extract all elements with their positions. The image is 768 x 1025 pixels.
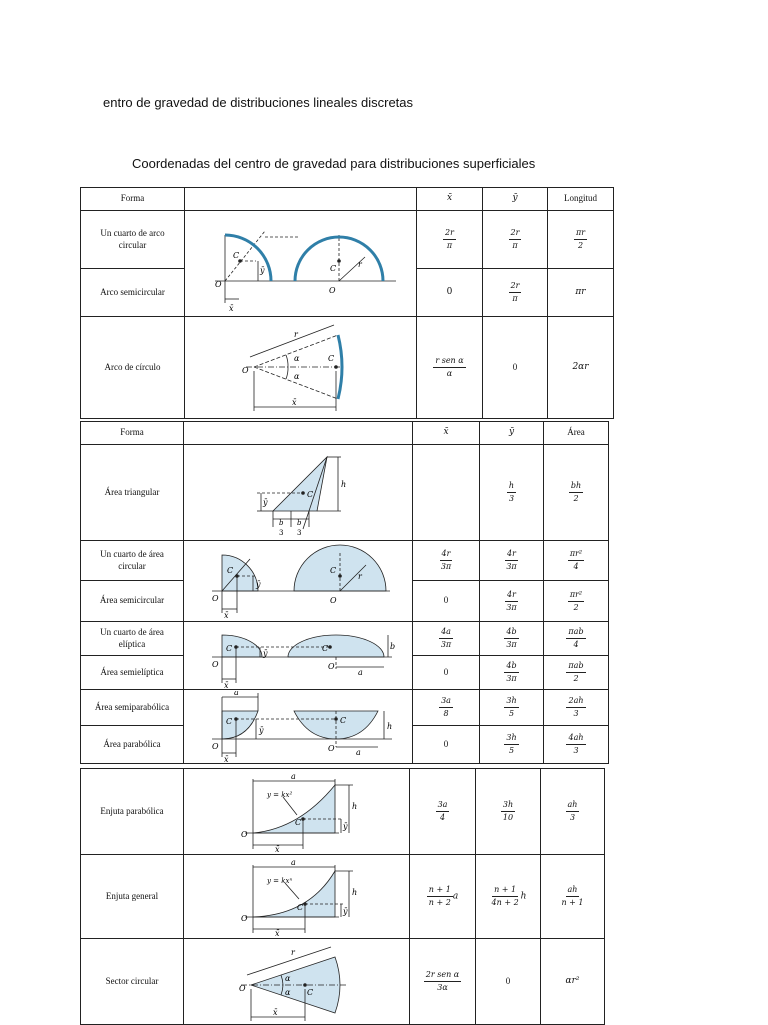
label-o-se: O — [328, 661, 335, 671]
label-a-sp: a — [234, 690, 239, 697]
label-a-gs: a — [290, 857, 296, 867]
parabolic-spandrel-figure — [227, 771, 367, 853]
header-shape: Forma — [81, 188, 185, 211]
triangle-figure-cell — [184, 445, 413, 541]
header-figure — [184, 422, 413, 445]
label-c2: C — [329, 263, 336, 273]
label-alpha3a: α — [293, 353, 299, 363]
lines-centroid-table — [80, 187, 614, 419]
semicircular-arc-xbar: 0 — [417, 269, 483, 317]
parabolic-areas-figure-cell — [184, 690, 413, 764]
label-ybar-gs: ȳ — [342, 906, 348, 916]
header-xbar: x̄ — [413, 422, 480, 445]
quarter-circle-ybar: $\frac{4r}{3\pi}$ — [480, 541, 544, 581]
label-c-gs: C — [296, 902, 303, 912]
label-o-gs: O — [240, 913, 248, 923]
row-quarter-arc-label: Un cuarto de arco circular — [81, 211, 185, 269]
general-spandrel-ybar: $\frac{n + 1}{4n + 2}$ h — [476, 855, 541, 939]
row-parabolic-label: Área parabólica — [81, 726, 184, 764]
circular-sector-area: αr² — [541, 939, 605, 1025]
label-o-sp: O — [212, 741, 219, 751]
label-ybar-ps: ȳ — [342, 821, 348, 831]
label-r-cs: r — [290, 947, 295, 957]
header-ybar: ȳ — [480, 422, 544, 445]
label-o-qc: O — [212, 594, 219, 603]
label-c3: C — [327, 353, 334, 363]
row-semiparabolic-label: Área semiparabólica — [81, 690, 184, 726]
label-3a: 3 — [279, 528, 284, 537]
quarter-ellipse-xbar: $\frac{4a}{3\pi}$ — [413, 622, 480, 656]
quarter-arc-ybar: $\frac{2r}{\pi}$ — [483, 211, 548, 269]
label-b3a: b — [279, 518, 284, 527]
row-semicircle-label: Área semicircular — [81, 581, 184, 622]
label-o3: O — [241, 365, 249, 375]
label-o1: O — [214, 279, 222, 289]
label-c-qc: C — [227, 566, 234, 575]
quarter-ellipse-ybar: $\frac{4b}{3\pi}$ — [480, 622, 544, 656]
circle-areas-figure-cell — [184, 541, 413, 622]
label-ybar-qc: ȳ — [256, 580, 261, 589]
spandrel-sector-table — [80, 768, 605, 1025]
label-o-ps: O — [240, 829, 248, 839]
label-xbar3: x̄ — [291, 397, 297, 407]
parabolic-spandrel-figure-cell — [184, 769, 410, 855]
label-xbar-gs: x̄ — [274, 928, 280, 937]
parabolic-spandrel-ybar: $\frac{3h}{10}$ — [476, 769, 541, 855]
general-spandrel-figure-cell — [184, 855, 410, 939]
row-circle-arc-label: Arco de círculo — [81, 317, 185, 419]
header-length: Longitud — [548, 188, 614, 211]
semicircular-arc-length: πr — [548, 269, 614, 317]
label-b3b: b — [297, 518, 302, 527]
semiellipse-ybar: $\frac{4b}{3\pi}$ — [480, 656, 544, 690]
row-semiellipse-label: Área semielíptica — [81, 656, 184, 690]
label-alpha-cs2: α — [284, 987, 290, 997]
discrete-distributions-heading: entro de gravedad de distribuciones lineales discretas — [103, 95, 414, 110]
semiellipse-area: $\frac{\text{πab}}{2}$ — [544, 656, 609, 690]
quarter-ellipse-area: $\frac{\text{πab}}{4}$ — [544, 622, 609, 656]
parabolic-spandrel-xbar: $\frac{3a}{4}$ — [410, 769, 476, 855]
quarter-and-semicircle-arc-figure — [201, 215, 401, 313]
circle-arc-figure — [236, 321, 366, 415]
label-xbar-qc: x̄ — [224, 611, 229, 619]
label-xbar-ps: x̄ — [274, 844, 280, 853]
circle-arc-xbar: $\frac{\text{r sen α}}{\alpha}$ — [417, 317, 483, 419]
label-r2: r — [357, 259, 362, 269]
label-3b: 3 — [297, 528, 302, 537]
label-h-p: h — [387, 721, 393, 731]
label-ybar-sp: ȳ — [259, 725, 264, 735]
ellipse-areas-figure-cell — [184, 622, 413, 690]
row-semicircular-arc-label: Arco semicircular — [81, 269, 185, 317]
quarter-arc-length: $\frac{\pi r}{2}$ — [548, 211, 614, 269]
row-general-spandrel-label: Enjuta general — [81, 855, 184, 939]
label-r3: r — [293, 329, 298, 339]
row-circular-sector-label: Sector circular — [81, 939, 184, 1025]
parabolic-area: $\frac{4ah}{3}$ — [544, 726, 609, 764]
quarter-and-semicircle-area-figure — [198, 543, 398, 619]
label-a-ps: a — [290, 771, 296, 781]
row-quarter-circle-label: Un cuarto de área circular — [81, 541, 184, 581]
label-r-sc: r — [358, 572, 362, 581]
label-o-qe: O — [212, 659, 219, 669]
header-shape: Forma — [81, 422, 184, 445]
arc-figure-cell — [185, 211, 417, 317]
label-o2: O — [328, 285, 336, 295]
triangle-xbar — [413, 445, 480, 541]
semicircular-arc-ybar: $\frac{2r}{\pi}$ — [483, 269, 548, 317]
label-xbar1: x̄ — [228, 303, 234, 313]
label-o-cs: O — [238, 983, 246, 993]
label-h-tri: h — [341, 479, 347, 489]
header-ybar: ȳ — [483, 188, 548, 211]
label-eq-ps: y = kx² — [266, 790, 292, 799]
triangle-area: $\frac{bh}{2}$ — [544, 445, 609, 541]
label-h-ps: h — [351, 801, 357, 811]
general-spandrel-area: $\frac{ah}{n + 1}$ — [541, 855, 605, 939]
label-h-gs: h — [351, 887, 357, 897]
circle-arc-ybar: 0 — [483, 317, 548, 419]
label-alpha-cs1: α — [284, 973, 290, 983]
circle-arc-figure-cell — [185, 317, 417, 419]
label-c1: C — [232, 250, 239, 260]
label-ybar-qe: ȳ — [263, 648, 268, 658]
semi-and-parabolic-area-figure — [198, 691, 398, 763]
label-c-cs: C — [306, 987, 313, 997]
triangle-ybar: $\frac{h}{3}$ — [480, 445, 544, 541]
header-area: Área — [544, 422, 609, 445]
triangular-area-figure — [243, 447, 353, 539]
general-spandrel-xbar: $\frac{n + 1}{n + 2}$ a — [410, 855, 476, 939]
quarter-arc-xbar: $\frac{2r}{\pi}$ — [417, 211, 483, 269]
label-ybar-tri: ȳ — [263, 497, 268, 507]
parabolic-ybar: $\frac{3h}{5}$ — [480, 726, 544, 764]
label-c-ps: C — [294, 817, 301, 827]
semiparabolic-ybar: $\frac{3h}{5}$ — [480, 690, 544, 726]
label-c-sc: C — [330, 566, 337, 575]
circle-arc-length: 2αr — [548, 317, 614, 419]
semiparabolic-area: $\frac{2ah}{3}$ — [544, 690, 609, 726]
label-xbar-sp: x̄ — [224, 754, 229, 763]
label-c-qe: C — [226, 643, 233, 653]
label-c-se: C — [322, 643, 329, 653]
areas-centroid-table — [80, 421, 609, 764]
label-alpha3b: α — [293, 371, 299, 381]
circular-sector-figure-cell — [184, 939, 410, 1025]
general-spandrel-figure — [227, 857, 367, 937]
header-figure — [185, 188, 417, 211]
header-xbar: x̄ — [417, 188, 483, 211]
semicircle-xbar: 0 — [413, 581, 480, 622]
semicircle-ybar: $\frac{4r}{3\pi}$ — [480, 581, 544, 622]
label-xbar-qe: x̄ — [224, 680, 229, 689]
label-b-se: b — [390, 641, 396, 651]
label-o-p: O — [328, 743, 335, 753]
label-a-se: a — [358, 667, 363, 677]
label-eq-gs: y = kxⁿ — [266, 876, 292, 885]
circular-sector-ybar: 0 — [476, 939, 541, 1025]
label-c-tri: C — [307, 489, 314, 499]
label-o-sc: O — [330, 596, 337, 605]
label-a-p: a — [356, 747, 361, 757]
parabolic-xbar: 0 — [413, 726, 480, 764]
row-parabolic-spandrel-label: Enjuta parabólica — [81, 769, 184, 855]
semicircle-area: $\frac{\text{πr²}}{2}$ — [544, 581, 609, 622]
label-xbar-cs: x̄ — [272, 1007, 278, 1017]
quarter-and-semi-ellipse-area-figure — [198, 623, 398, 689]
semiellipse-xbar: 0 — [413, 656, 480, 690]
quarter-circle-xbar: $\frac{4r}{3\pi}$ — [413, 541, 480, 581]
semiparabolic-xbar: $\frac{3a}{8}$ — [413, 690, 480, 726]
label-c-p: C — [340, 715, 347, 725]
circular-sector-xbar: $\frac{\text{2r sen α}}{3\alpha}$ — [410, 939, 476, 1025]
row-triangular-label: Área triangular — [81, 445, 184, 541]
surface-distributions-heading: Coordenadas del centro de gravedad para distribuciones superficiales — [132, 156, 536, 171]
label-c-sp: C — [226, 716, 233, 726]
quarter-circle-area: $\frac{\text{πr²}}{4}$ — [544, 541, 609, 581]
row-quarter-ellipse-label: Un cuarto de área elíptica — [81, 622, 184, 656]
circular-sector-figure — [227, 941, 367, 1023]
label-ybar1: ȳ — [259, 265, 265, 275]
parabolic-spandrel-area: $\frac{ah}{3}$ — [541, 769, 605, 855]
